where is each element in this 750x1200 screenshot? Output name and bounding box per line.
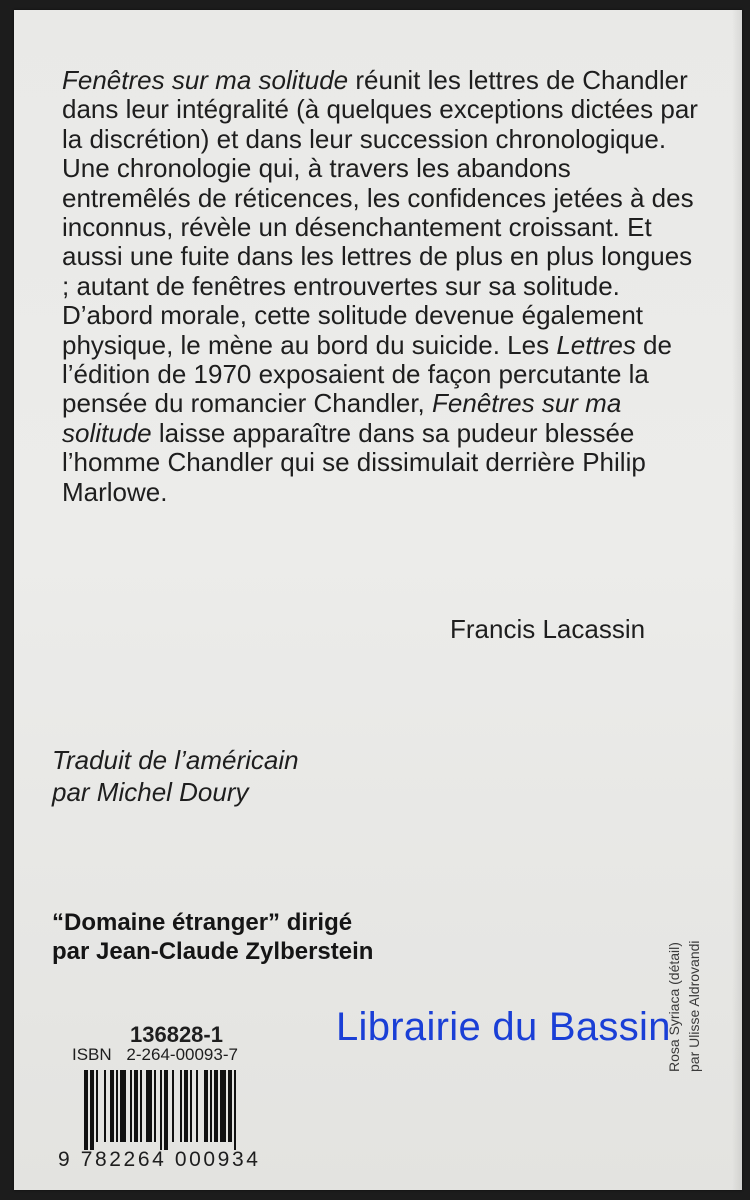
translation-line-1: Traduit de l’américain	[52, 745, 299, 775]
blurb-lettres-italic: Lettres	[556, 329, 636, 360]
book-back-cover	[14, 10, 742, 1190]
blurb-title-italic: Fenêtres sur ma solitude	[62, 65, 349, 95]
blurb-text-part-3: laisse apparaître dans sa pudeur blessée l’homme Chandler qui se dissimulait derrière Philip Marlowe.	[62, 417, 646, 507]
isbn-value: 2-264-00093-7	[126, 1045, 238, 1064]
illustration-credit-line-1: Rosa Syriaca (détail)	[666, 942, 682, 1072]
isbn-line	[72, 1045, 238, 1065]
isbn-label: ISBN	[72, 1045, 112, 1064]
illustration-credit-line-2: par Ulisse Aldrovandi	[686, 940, 702, 1072]
blurb-author-signature: Francis Lacassin	[450, 614, 646, 644]
collection-line-2: par Jean-Claude Zylberstein	[52, 938, 374, 965]
blurb-text-part-1: réunit les lettres de Chandler dans leur intégralité (à quelques exceptions dictées par la discrétion) et dans leur succession chronologique. Une chronologie qui, à travers les abandons entremêlés de réticences, les confidences jetées à des inconnus, révèle un désenchantement croissant. Et aussi une fuite dans les lettres de plus en plus longues ; autant de fenêtres entrouvertes sur sa solitude. D’abord morale, cette solitude devenue également physique, le mène au bord du suicide. Les	[62, 65, 698, 360]
cover-edge-shadow	[732, 10, 742, 1190]
back-cover-blurb	[62, 66, 702, 507]
blurb-text-part-2: de l’édition de 1970 exposaient de façon percutante la pensée du romancier Chandler,	[62, 329, 672, 419]
collection-credit	[52, 908, 373, 966]
barcode-icon	[84, 1070, 294, 1150]
collection-line-1: “Domaine étranger” dirigé	[52, 909, 353, 936]
bookseller-watermark: Librairie du Bassin	[336, 1005, 671, 1049]
barcode-digits: 9 782264 000934	[58, 1148, 261, 1171]
translation-line-2: par Michel Doury	[52, 777, 249, 807]
blurb-title-italic-2: Fenêtres sur ma solitude	[62, 388, 622, 448]
product-code: 136828-1	[130, 1022, 223, 1047]
translation-credit	[52, 744, 299, 808]
